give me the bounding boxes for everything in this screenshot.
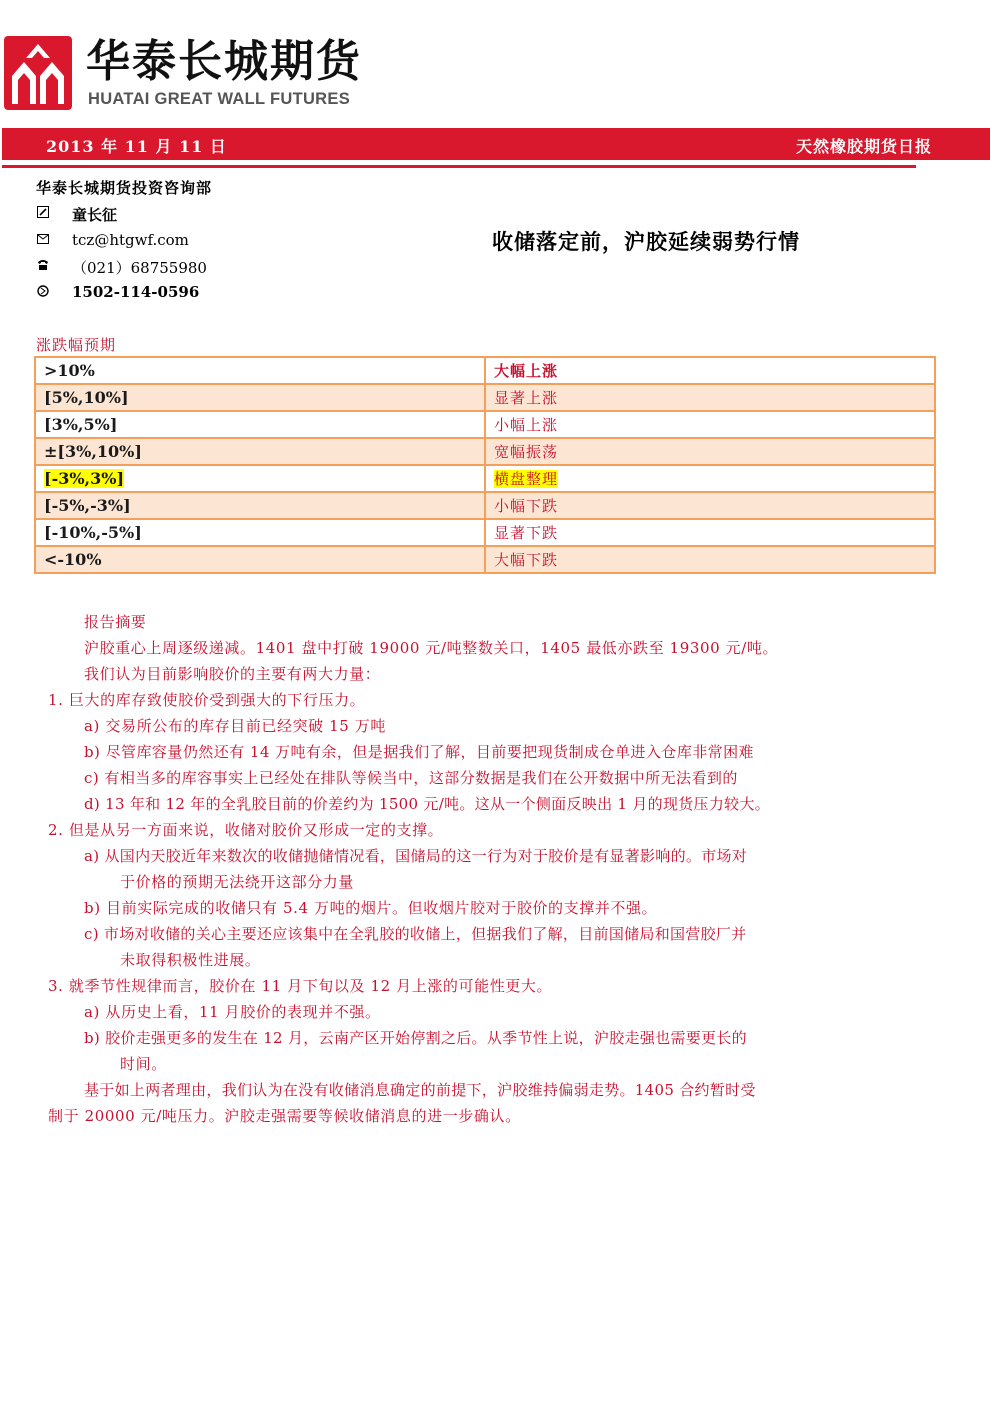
envelope-icon [36,233,50,247]
table-row [35,384,935,411]
company-logo [4,36,72,110]
range-cell: [5%,10%] [35,384,485,411]
phone-icon [36,259,50,273]
range-cell: >10% [35,357,485,384]
analyst-mobile: 1502-114-0596 [72,283,200,301]
range-legend-table [34,356,936,574]
range-cell: <-10% [35,546,485,573]
table-row [35,357,935,384]
conclusion-paragraph-cont: 制于 20000 元/吨压力。沪胶走强需要等候收储消息的进一步确认。 [48,1107,521,1125]
range-cell: [-5%,-3%] [35,492,485,519]
label-cell: 小幅上涨 [485,411,935,438]
list-subitem: a) 交易所公布的库存目前已经突破 15 万吨 [84,717,386,735]
report-headline: 收储落定前，沪胶延续弱势行情 [492,229,800,254]
mobile-icon [36,285,50,300]
summary-paragraph: 沪胶重心上周逐级递减。1401 盘中打破 19000 元/吨整数关口，1405 最低亦跌至 19300 元/吨。 [84,639,779,657]
banner-underline [2,165,916,168]
analyst-email[interactable]: tcz@htgwf.com [72,231,189,249]
list-subitem: c) 市场对收储的关心主要还应该集中在全乳胶的收储上，但据我们了解，目前国储局和国营胶厂并 [84,925,747,943]
table-row [35,546,935,573]
table-row [35,438,935,465]
range-cell: [-10%,-5%] [35,519,485,546]
list-subitem: b) 尽管库容量仍然还有 14 万吨有余，但是据我们了解，目前要把现货制成仓单进入仓库非常困难 [84,743,754,761]
range-cell: [3%,5%] [35,411,485,438]
department-name: 华泰长城期货投资咨询部 [36,179,213,197]
table-row-highlighted [35,465,935,492]
range-cell [35,465,485,492]
analyst-phone: （021）68755980 [72,259,207,277]
table-row [35,519,935,546]
summary-paragraph: 我们认为目前影响胶价的主要有两大力量： [84,665,381,683]
report-type-title: 天然橡胶期货日报 [795,137,932,156]
list-subitem: a) 从国内天胶近年来数次的收储抛储情况看，国储局的这一行为对于胶价是有显著影响的。市场对 [84,847,748,865]
pencil-icon [36,206,50,221]
brand-name-en: HUATAI GREAT WALL FUTURES [88,90,351,108]
range-legend-title: 涨跌幅预期 [36,336,117,354]
header-banner [2,128,990,160]
list-item: 3. 就季节性规律而言，胶价在 11 月下旬以及 12 月上涨的可能性更大。 [48,977,553,995]
conclusion-paragraph: 基于如上两者理由，我们认为在没有收储消息确定的前提下，沪胶维持偏弱走势。1405 合约暂时受 [84,1081,756,1099]
list-item: 1. 巨大的库存致使胶价受到强大的下行压力。 [48,691,366,709]
label-cell: 小幅下跌 [485,492,935,519]
highlighted-label: 横盘整理 [494,470,559,488]
list-subitem: a) 从历史上看，11 月胶价的表现并不强。 [84,1003,381,1021]
list-subitem: b) 胶价走强更多的发生在 12 月，云南产区开始停割之后。从季节性上说，沪胶走强也需要更长的 [84,1029,747,1047]
range-cell: ±[3%,10%] [35,438,485,465]
report-date: 2013 年 11 月 11 日 [46,137,227,156]
label-cell: 大幅下跌 [485,546,935,573]
table-row [35,411,935,438]
label-cell: 宽幅振荡 [485,438,935,465]
list-subitem-cont: 时间。 [120,1055,167,1073]
list-subitem: d) 13 年和 12 年的全乳胶目前的价差约为 1500 元/吨。这从一个侧面反映出 1 月的现货压力较大。 [84,795,771,813]
table-row [35,492,935,519]
analyst-name: 童长征 [72,206,118,224]
label-cell [485,465,935,492]
label-cell: 大幅上涨 [485,357,935,384]
list-item: 2. 但是从另一方面来说，收储对胶价又形成一定的支撑。 [48,821,444,839]
highlighted-range: [-3%,3%] [44,469,125,488]
list-subitem-cont: 于价格的预期无法绕开这部分力量 [120,873,355,891]
label-cell: 显著上涨 [485,384,935,411]
list-subitem: c) 有相当多的库容事实上已经处在排队等候当中，这部分数据是我们在公开数据中所无法看到的 [84,769,738,787]
brand-name-cn: 华泰长城期货 [86,36,362,87]
label-cell: 显著下跌 [485,519,935,546]
list-subitem-cont: 未取得积极性进展。 [120,951,261,969]
summary-heading: 报告摘要 [84,613,147,631]
list-subitem: b) 目前实际完成的收储只有 5.4 万吨的烟片。但收烟片胶对于胶价的支撑并不强。 [84,899,658,917]
